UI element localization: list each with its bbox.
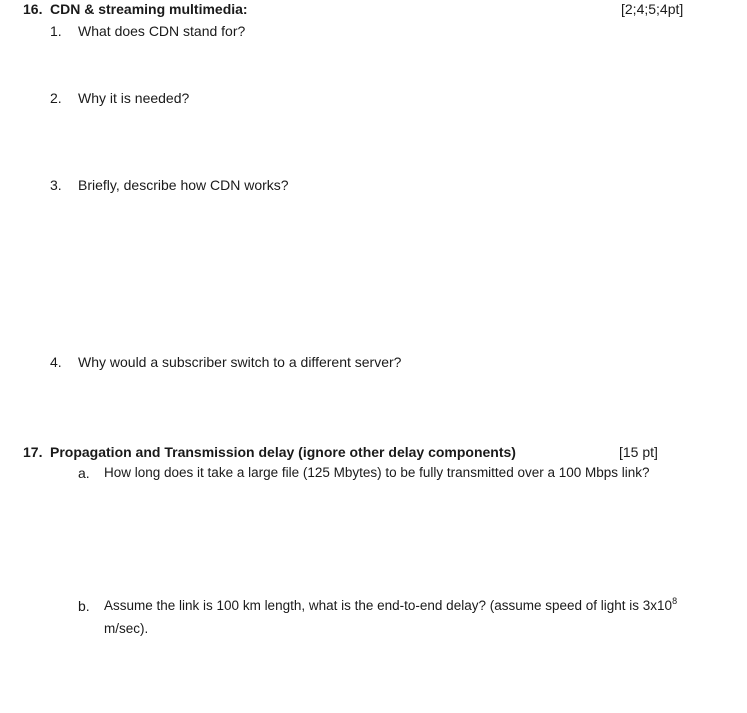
q16-item-2-num: 2. [50, 90, 62, 106]
q17-item-b-text: Assume the link is 100 km length, what is the end-to-end delay? (assume speed of light is 3x10 [104, 598, 673, 613]
q17-item-a-num: a. [78, 465, 90, 481]
q16-item-4-num: 4. [50, 354, 62, 370]
q16-item-3-text: Briefly, describe how CDN works? [78, 177, 289, 193]
q16-item-1-text: What does CDN stand for? [78, 23, 246, 39]
q17-item-b-line2: m/sec). [104, 621, 149, 636]
q16-number: 16. [23, 1, 43, 17]
q17-item-b-num: b. [78, 598, 90, 614]
q16-item-1-num: 1. [50, 23, 62, 39]
q17-points: [15 pt] [619, 444, 658, 460]
q16-item-4-text: Why would a subscriber switch to a different server? [78, 354, 402, 370]
q17-number: 17. [23, 444, 43, 460]
q17-title: Propagation and Transmission delay (ignore other delay components) [50, 444, 516, 460]
q17-item-b-exponent: 8 [672, 595, 678, 606]
q16-item-3-num: 3. [50, 177, 62, 193]
q17-item-a-text: How long does it take a large file (125 Mbytes) to be fully transmitted over a 100 Mbps link? [104, 465, 650, 480]
q17-item-b-line1 [104, 595, 678, 613]
q16-item-2-text: Why it is needed? [78, 90, 190, 106]
q16-points: [2;4;5;4pt] [621, 1, 684, 17]
q16-title: CDN & streaming multimedia: [50, 1, 248, 17]
